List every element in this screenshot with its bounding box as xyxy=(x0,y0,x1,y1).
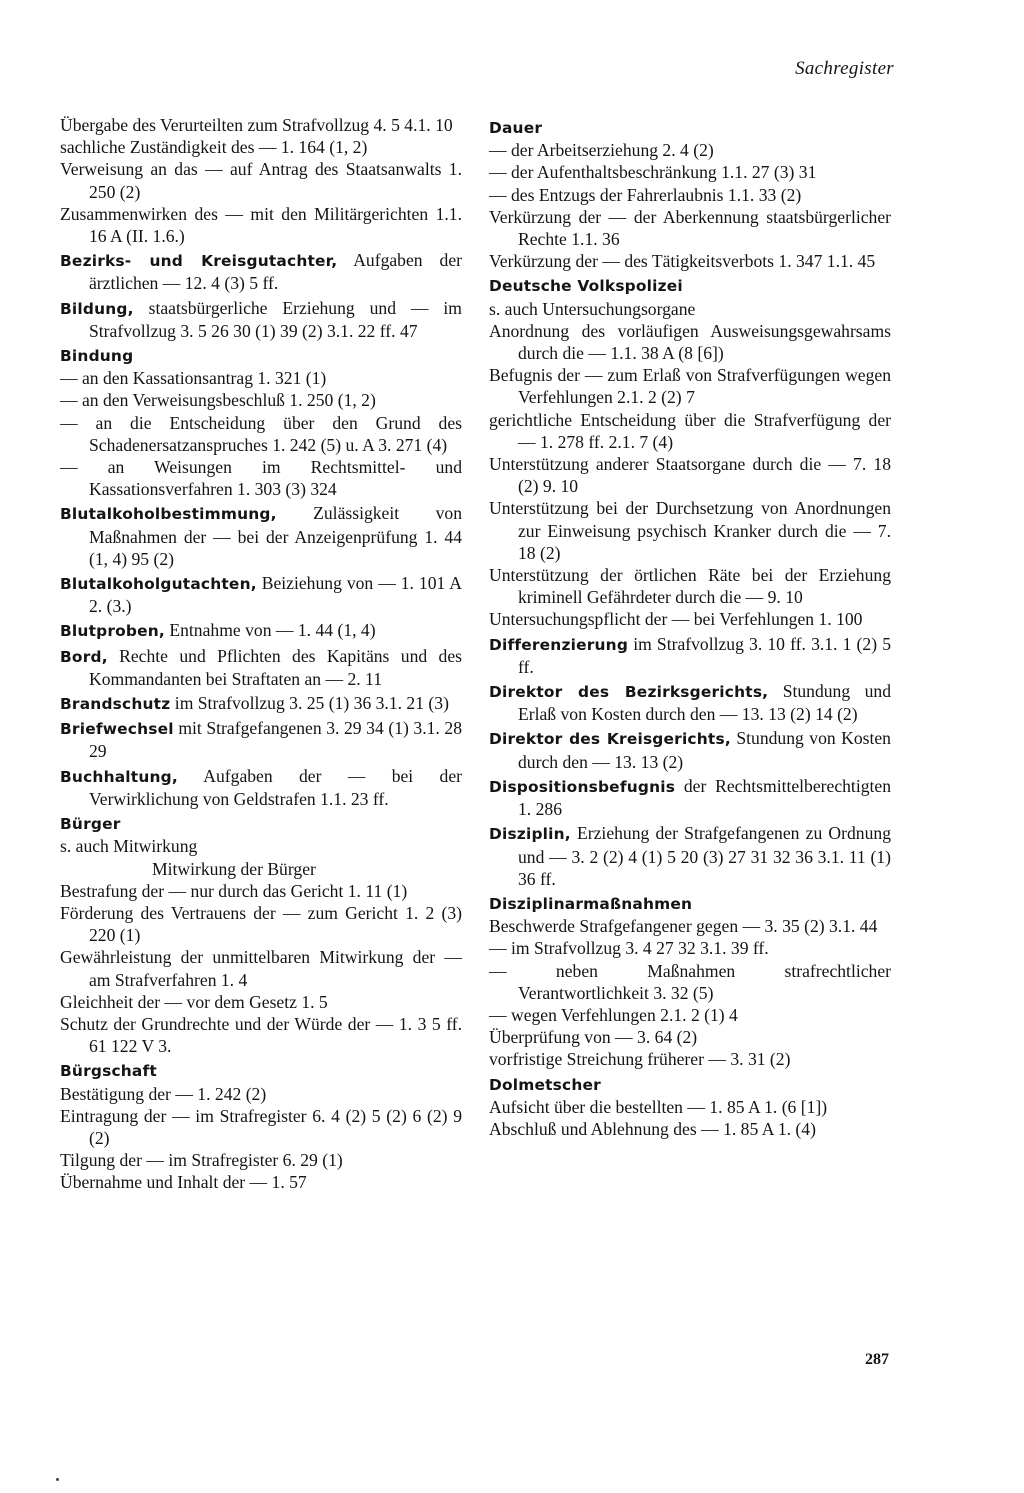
index-subentry: — an die Entscheidung über den Grund des Schadenersatzanspruches 1. 242 (5) u. A 3. 271 (4) xyxy=(60,412,462,455)
scan-speck xyxy=(56,1478,59,1481)
index-subentry: Abschluß und Ablehnung des — 1. 85 A 1. (4) xyxy=(489,1118,816,1139)
index-subentry: vorfristige Streichung früherer — 3. 31 (2) xyxy=(489,1049,791,1070)
index-entry-text: Rechte und Pflichten des Kapitäns und des Kommandanten bei Straftaten an — 2. 11 xyxy=(89,645,462,689)
index-subentry: — im Strafvollzug 3. 4 27 32 3.1. 39 ff. xyxy=(489,938,769,959)
index-subentry: Befugnis der — zum Erlaß von Strafverfügungen wegen Verfehlungen 2.1. 2 (2) 7 xyxy=(489,365,891,408)
index-heading-entry xyxy=(60,717,462,762)
index-heading-entry xyxy=(489,274,891,297)
index-keyword: Dolmetscher xyxy=(489,1075,601,1094)
index-keyword: Deutsche Volkspolizei xyxy=(489,277,683,296)
index-entry-text: Aufgaben der ärztlichen — 12. 4 (3) 5 ff. xyxy=(89,250,462,294)
index-keyword: Briefwechsel xyxy=(60,720,174,739)
index-subentry: — der Arbeitserziehung 2. 4 (2) xyxy=(489,140,714,161)
index-entry-text: Beiziehung von — 1. 101 A 2. (3.) xyxy=(89,573,462,617)
index-keyword: Blutalkoholgutachten, xyxy=(60,575,257,594)
index-heading-entry xyxy=(489,775,891,820)
index-entry-text: mit Strafgefangenen 3. 29 34 (1) 3.1. 28 29 xyxy=(89,718,462,762)
index-subentry: Verkürzung der — der Aberkennung staatsbürgerlicher Rechte 1.1. 36 xyxy=(489,206,891,250)
index-subentry: Bestätigung der — 1. 242 (2) xyxy=(60,1083,267,1104)
index-heading-entry xyxy=(60,249,462,294)
index-subentry: Bestrafung der — nur durch das Gericht 1. 11 (1) xyxy=(60,880,408,901)
index-keyword: Bezirks- und Kreisgutachter, xyxy=(60,252,338,271)
index-keyword: Dispositionsbefugnis xyxy=(489,777,676,796)
index-entry-text: im Strafvollzug 3. 10 ff. 3.1. 1 (2) 5 ff. xyxy=(518,633,891,677)
index-keyword: Bürger xyxy=(60,815,121,834)
index-heading-entry xyxy=(60,297,462,342)
index-subentry: Gewährleistung der unmittelbaren Mitwirkung der — am Strafverfahren 1. 4 xyxy=(60,947,462,990)
index-heading-entry xyxy=(60,572,462,617)
index-keyword: Blutproben, xyxy=(60,622,165,641)
index-subentry: Aufsicht über die bestellten — 1. 85 A 1. (6 [1]) xyxy=(489,1096,828,1117)
index-heading-entry xyxy=(489,727,891,772)
index-keyword: Buchhaltung, xyxy=(60,767,178,786)
index-heading-entry xyxy=(60,1059,462,1082)
index-subentry: Unterstützung der örtlichen Räte bei der Erziehung kriminell Gefährdeter durch die — 9. 10 xyxy=(489,565,891,608)
index-keyword: Bord, xyxy=(60,647,108,666)
index-heading-entry xyxy=(60,344,462,367)
index-keyword: Disziplinarmaßnahmen xyxy=(489,894,693,913)
index-keyword: Bildung, xyxy=(60,299,134,318)
index-subentry: — der Aufenthaltsbeschränkung 1.1. 27 (3) 31 xyxy=(489,162,817,183)
index-keyword: Brandschutz xyxy=(60,695,171,714)
index-subentry: s. auch Mitwirkung xyxy=(60,836,198,857)
index-column-left xyxy=(60,114,462,1194)
index-keyword: Bindung xyxy=(60,347,134,366)
index-heading-entry xyxy=(489,633,891,678)
index-subentry: — des Entzugs der Fahrerlaubnis 1.1. 33 (2) xyxy=(489,184,802,205)
index-subentry: Verkürzung der — des Tätigkeitsverbots 1. 347 1.1. 45 xyxy=(489,251,876,272)
index-entry-text: Aufgaben der — bei der Verwirklichung von Geldstrafen 1.1. 23 ff. xyxy=(89,765,462,809)
index-subentry: Zusammenwirken des — mit den Militärgerichten 1.1. 16 A (II. 1.6.) xyxy=(60,203,462,247)
index-subentry: Unterstützung anderer Staatsorgane durch die — 7. 18 (2) 9. 10 xyxy=(489,454,891,497)
index-heading-entry xyxy=(60,812,462,835)
index-subentry: — wegen Verfehlungen 2.1. 2 (1) 4 xyxy=(489,1004,738,1025)
index-heading-entry xyxy=(489,116,891,139)
index-heading-entry xyxy=(60,645,462,690)
index-entry-text: staatsbürgerliche Erziehung und — im Strafvollzug 3. 5 26 30 (1) 39 (2) 3.1. 22 ff. 47 xyxy=(89,297,462,341)
index-subentry: Übernahme und Inhalt der — 1. 57 xyxy=(60,1172,307,1193)
index-subentry: — neben Maßnahmen strafrechtlicher Verantwortlichkeit 3. 32 (5) xyxy=(489,960,891,1003)
index-subentry: s. auch Untersuchungsorgane xyxy=(489,298,696,319)
index-subentry: — an den Verweisungsbeschluß 1. 250 (1, 2) xyxy=(60,390,376,411)
index-subentry: — an den Kassationsantrag 1. 321 (1) xyxy=(60,368,327,389)
index-heading-entry xyxy=(60,765,462,810)
index-keyword: Direktor des Bezirksgerichts, xyxy=(489,683,769,702)
index-entry-text: Stundung und Erlaß von Kosten durch den — 13. 13 (2) 14 (2) xyxy=(518,681,891,725)
index-entry-text: im Strafvollzug 3. 25 (1) 36 3.1. 21 (3) xyxy=(170,693,449,714)
index-subentry: Übergabe des Verurteilten zum Strafvollzug 4. 5 4.1. 10 xyxy=(60,115,453,135)
index-subentry: Tilgung der — im Strafregister 6. 29 (1) xyxy=(60,1150,343,1171)
index-subentry: Anordnung des vorläufigen Ausweisungsgewahrsams durch die — 1.1. 38 A (8 [6]) xyxy=(489,320,891,364)
index-keyword: Direktor des Kreisgerichts, xyxy=(489,730,731,749)
index-keyword: Disziplin, xyxy=(489,825,571,844)
index-subentry: Beschwerde Strafgefangener gegen — 3. 35 (2) 3.1. 44 xyxy=(489,916,878,937)
index-subentry: Gleichheit der — vor dem Gesetz 1. 5 xyxy=(60,991,328,1012)
index-subentry: — an Weisungen im Rechtsmittel- und Kassationsverfahren 1. 303 (3) 324 xyxy=(60,457,462,500)
index-subentry: Schutz der Grundrechte und der Würde der — 1. 3 5 ff. 61 122 V 3. xyxy=(60,1013,462,1057)
index-cross-reference: Mitwirkung der Bürger xyxy=(152,858,316,879)
index-heading-entry xyxy=(60,502,462,570)
index-subentry: gerichtliche Entscheidung über die Strafverfügung der — 1. 278 ff. 2.1. 7 (4) xyxy=(489,409,891,452)
index-entry-text: Entnahme von — 1. 44 (1, 4) xyxy=(164,620,376,641)
index-keyword: Differenzierung xyxy=(489,635,629,654)
index-subentry: Unterstützung bei der Durchsetzung von Anordnungen zur Einweisung psychisch Kranker durch die — 7. 18 (2) xyxy=(489,498,891,563)
index-subentry: Förderung des Vertrauens der — zum Gericht 1. 2 (3) 220 (1) xyxy=(60,902,462,946)
index-heading-entry xyxy=(489,1073,891,1096)
index-entry-text: Stundung von Kosten durch den — 13. 13 (2) xyxy=(518,728,891,772)
index-keyword: Dauer xyxy=(489,119,543,137)
index-entry-text: Zulässigkeit von Maßnahmen der — bei der Anzeigenprüfung 1. 44 (1, 4) 95 (2) xyxy=(89,503,462,569)
index-entry-text: Erziehung der Strafgefangenen zu Ordnung und — 3. 2 (2) 4 (1) 5 20 (3) 27 31 32 36 3.1. 11 (1) 36 ff. xyxy=(518,823,891,889)
index-heading-entry xyxy=(489,822,891,890)
index-heading-entry xyxy=(60,692,462,715)
index-subentry: Verweisung an das — auf Antrag des Staatsanwalts 1. 250 (2) xyxy=(60,159,462,202)
index-keyword: Blutalkoholbestimmung, xyxy=(60,505,277,524)
index-entry-text: der Rechtsmittelberechtigten 1. 286 xyxy=(518,775,891,820)
running-head: Sachregister xyxy=(795,58,894,79)
index-subentry: sachliche Zuständigkeit des — 1. 164 (1, 2) xyxy=(60,137,368,158)
index-keyword: Bürgschaft xyxy=(60,1062,157,1081)
index-subentry: Eintragung der — im Strafregister 6. 4 (2) 5 (2) 6 (2) 9 (2) xyxy=(60,1105,462,1148)
index-subentry: Untersuchungspflicht der — bei Verfehlungen 1. 100 xyxy=(489,609,863,630)
index-heading-entry xyxy=(60,619,462,642)
index-heading-entry xyxy=(489,680,891,725)
index-heading-entry xyxy=(489,892,891,915)
page-number: 287 xyxy=(865,1351,889,1368)
index-subentry: Überprüfung von — 3. 64 (2) xyxy=(489,1027,698,1048)
index-column-right xyxy=(489,114,891,1140)
